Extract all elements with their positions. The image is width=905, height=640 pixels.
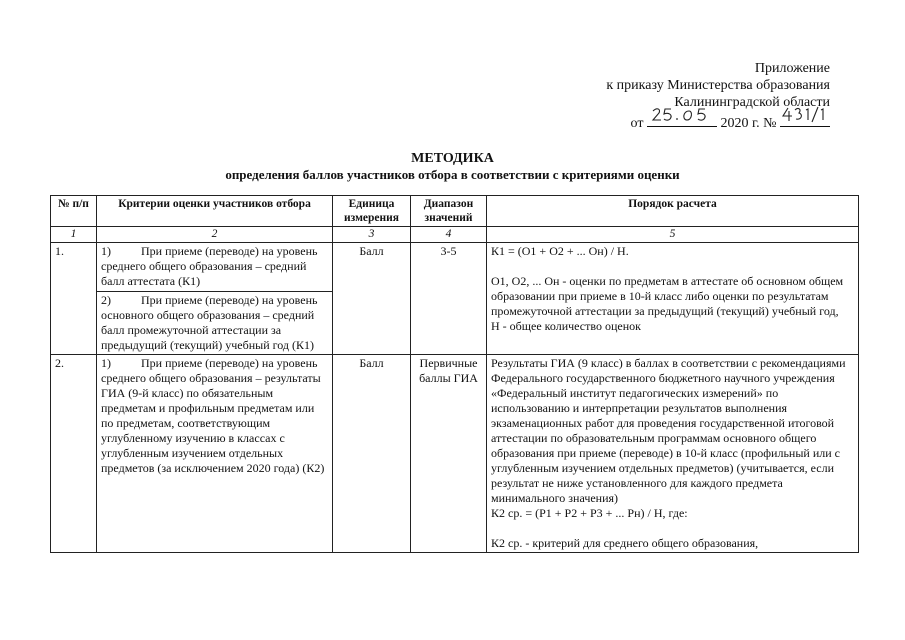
header-num: № п/п <box>51 196 97 227</box>
criteria-index: 2) <box>101 293 111 307</box>
calc-formula: К2 ср. = (Р1 + Р2 + Р3 + ... Рн) / Н, где: <box>491 506 688 520</box>
criteria-index: 1) <box>101 356 111 370</box>
handwritten-date-text <box>717 111 718 112</box>
table-header-row <box>51 196 859 227</box>
criteria-text: При приеме (переводе) на уровень основного общего образования – средний балл промежуточной аттестации за предыдущий (текущий) учебный год (К1) <box>101 293 318 352</box>
document-header <box>560 60 830 132</box>
table-row <box>51 243 859 355</box>
row-criteria <box>97 355 333 553</box>
header-unit: Единица измерения <box>333 196 411 227</box>
document-subtitle: определения баллов участников отбора в соответствии с критериями оценки <box>225 167 680 182</box>
order-reference: к приказу Министерства образования <box>606 78 830 93</box>
order-date-line <box>560 111 830 132</box>
header-criteria: Критерии оценки участников отбора <box>97 196 333 227</box>
row-number: 2. <box>51 355 97 553</box>
row-range: 3-5 <box>411 243 487 355</box>
criteria-item-b <box>97 291 332 353</box>
criteria-text: При приеме (переводе) на уровень среднего общего образования – средний балл аттестата (К1) <box>101 244 318 288</box>
col-number-4: 4 <box>411 227 487 243</box>
calc-main-text: Результаты ГИА (9 класс) в баллах в соответствии с рекомендациями Федерального государственного бюджетного научного учреждения «Федеральный институт педагогических измерений» по использованию и интерпретации результатов выполнения экзаменационных работ для проведения государственной итоговой аттестации по образовательным программам основного общего образования при приеме (переводе) в 10-й класс (профильный или с углубленным изучением отдельных предметов) (учитывается, если результат не ниже установленного для каждого предмета минимального значения) <box>491 356 846 505</box>
calc-formula: К1 = (О1 + О2 + ... Он) / Н. <box>491 244 629 258</box>
calc-tail: К2 ср. - критерий для среднего общего образования, <box>491 536 759 550</box>
row-unit: Балл <box>333 243 411 355</box>
column-number-row <box>51 227 859 243</box>
from-prefix: от <box>630 116 644 131</box>
header-calc: Порядок расчета <box>487 196 859 227</box>
region-name: Калининградской области <box>674 95 830 110</box>
header-range: Диапазон значений <box>411 196 487 227</box>
handwritten-number-strokes <box>780 105 830 125</box>
row-range: Первичные баллы ГИА <box>411 355 487 553</box>
criteria-item-a <box>101 356 328 476</box>
row-number: 1. <box>51 243 97 355</box>
handwritten-date-strokes <box>647 105 717 125</box>
appendix-label: Приложение <box>754 61 830 76</box>
year-and-number-label: 2020 г. № <box>720 116 777 131</box>
handwritten-number-text <box>830 111 831 112</box>
col-number-2: 2 <box>97 227 333 243</box>
criteria-index: 1) <box>101 244 111 258</box>
document-title: МЕТОДИКА <box>411 151 494 166</box>
row-calc <box>487 243 859 355</box>
handwritten-number <box>780 111 830 127</box>
calc-description: О1, О2, ... Он - оценки по предметам в аттестате об основном общем образовании при приеме в 10-й класс либо оценки по результатам промежуточной аттестации за предыдущий (текущий) учебный год, <box>491 274 844 318</box>
row-criteria <box>97 243 333 355</box>
calc-note: Н - общее количество оценок <box>491 319 641 333</box>
col-number-1: 1 <box>51 227 97 243</box>
col-number-3: 3 <box>333 227 411 243</box>
row-unit: Балл <box>333 355 411 553</box>
criteria-item-a <box>101 244 328 289</box>
criteria-text: При приеме (переводе) на уровень среднего общего образования – результаты ГИА (9-й класс) по обязательным предметам и профильным предметам или по предметам, соответствующим углубленному изучению в классах с углубленным изучением отдельных предметов (за исключением 2020 года) (К2) <box>101 356 325 475</box>
row-calc <box>487 355 859 553</box>
table-row <box>51 355 859 553</box>
col-number-5: 5 <box>487 227 859 243</box>
handwritten-date <box>647 111 717 127</box>
criteria-table <box>50 195 859 553</box>
